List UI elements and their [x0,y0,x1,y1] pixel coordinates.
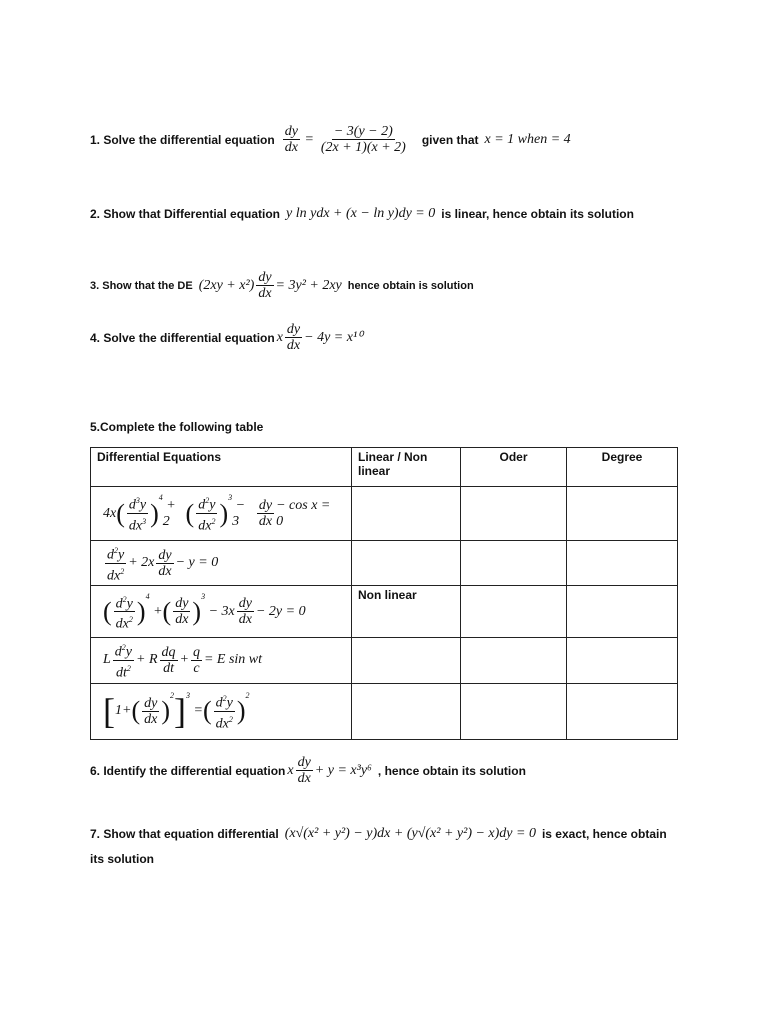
degree-cell[interactable] [567,586,678,638]
equation-2: $\frac{d^2y}{dx^2}$ + 2x $\frac{dy}{dx}$ − y = 0 [103,543,218,583]
linear-cell[interactable] [352,541,461,586]
question-1 [90,124,577,155]
question-7-equation: (x√(x² + y²) − y)dx + (y√(x² + y²) − x)dy = 0 [284,826,536,841]
header-linear: Linear / Non linear [352,448,461,487]
q3-left: (2xy + x²) [198,277,255,293]
header-degree: Degree [567,448,678,487]
q1-rhs-den: (2x + 1)(x + 2) [320,140,406,155]
equation-1: 4x ( $\frac{d^3y}{dx^3}$ ) $^4$ + 2 ( $\frac{d^2y}{dx^2}$ ) $^3$ − 3 $\frac{dy}{dx}$ − cos x = 0 [103,493,331,534]
question-2 [90,206,634,222]
q4-post: − 4y = x¹⁰ [304,330,363,345]
table-row [91,683,678,739]
equation-cell [91,541,352,586]
degree-cell[interactable] [567,683,678,739]
table-row [91,541,678,586]
question-1-suffix: given that [421,132,479,147]
question-6-label: 6. Identify the differential equation [90,763,286,778]
question-4-equation [277,322,363,353]
order-cell[interactable] [461,683,567,739]
q3-right: = 3y² + 2xy [275,277,342,293]
q6-num: dy [297,755,311,770]
degree-cell[interactable] [567,638,678,683]
equation-3: ( $\frac{d^2y}{dx^2}$ ) $^4$ + ( $\frac{dy}{dx}$ ) $^3$ − 3x $\frac{dy}{dx}$ − 2y = 0 [103,591,306,632]
order-cell[interactable] [461,638,567,683]
linear-cell[interactable] [352,638,461,683]
question-7 [90,826,667,842]
q6-den: dx [297,771,311,786]
equation-cell [91,683,352,739]
table-row [91,487,678,541]
question-5-label: 5.Complete the following table [90,420,264,434]
question-2-suffix: is linear, hence obtain its solution [441,207,634,221]
equation-cell [91,487,352,541]
de-table [90,447,678,740]
question-6-suffix: , hence obtain its solution [377,763,526,778]
q6-pre: x [287,762,294,778]
linear-cell[interactable] [352,683,461,739]
linear-cell[interactable]: Non linear [352,586,461,638]
degree-cell[interactable] [567,487,678,541]
q1-rhs-num: − 3(y − 2) [333,124,393,139]
question-2-label: 2. Show that Differential equation [90,207,281,221]
question-4 [90,322,369,353]
question-1-equation: $\frac{dy}{dx}$ = $\frac{- 3(y - 2)}{(2x + 1)(x + 2)}$ [284,124,406,155]
equation-cell [91,638,352,683]
header-order: Oder [461,448,567,487]
question-6 [90,755,526,786]
question-6-equation [287,755,372,786]
header-equations: Differential Equations [91,448,352,487]
question-3-equation [199,270,342,301]
question-3-suffix: hence obtain is solution [347,279,474,292]
q3-num: dy [258,270,272,285]
order-cell[interactable] [461,541,567,586]
question-4-label: 4. Solve the differential equation [90,330,275,345]
question-1-condition: x = 1 when = 4 [484,131,571,147]
q4-pre: x [276,329,283,345]
q1-lhs-den: dx [284,140,298,155]
question-7-line2: its solution [90,852,154,866]
q6-post: + y = x³y⁶ [314,762,372,778]
q4-num: dy [286,322,301,337]
equation-4: L $\frac{d^2y}{dt^2}$ + R $\frac{dq}{dt}$ + $\frac{q}{c}$ = E sin wt [103,640,262,680]
order-cell[interactable] [461,487,567,541]
question-3-label: 3. Show that the DE [90,279,193,292]
linear-cell[interactable] [352,487,461,541]
equation-cell [91,586,352,638]
table-header-row [91,448,678,487]
question-2-equation: y ln ydx + (x − ln y)dy = 0 [286,206,436,221]
question-3 [90,270,474,301]
equation-5: [ 1+ ( $\frac{dy}{dx}$ ) $^2$ ] $^3$ = ( $\frac{d^2y}{dx^2}$ ) $^2$ [103,690,250,732]
question-7-suffix: is exact, hence obtain [541,827,667,841]
q1-lhs-num: dy [284,124,298,139]
degree-cell[interactable] [567,541,678,586]
order-cell[interactable] [461,586,567,638]
table-row [91,638,678,683]
table-row [91,586,678,638]
question-1-label: 1. Solve the differential equation [90,132,275,147]
q4-den: dx [286,338,301,353]
question-7-label: 7. Show that equation differential [90,827,279,841]
q3-den: dx [258,286,272,301]
